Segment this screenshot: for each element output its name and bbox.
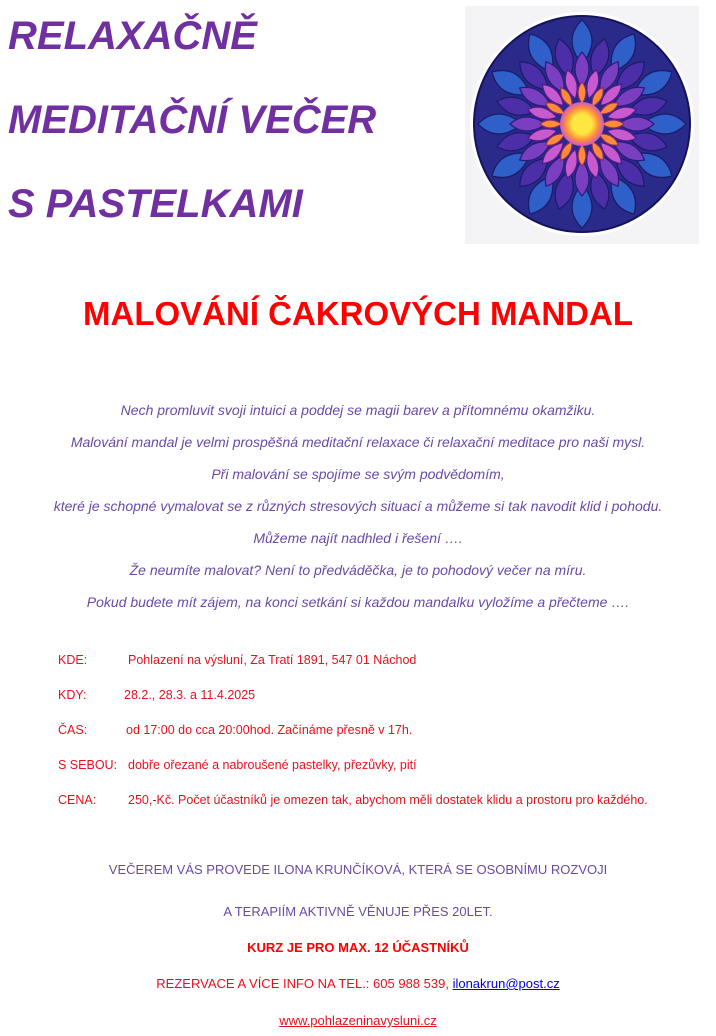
website-line xyxy=(0,1006,716,1036)
info-row-price xyxy=(58,786,714,821)
presenter-line-1: VEČEREM VÁS PROVEDE ILONA KRUNČÍKOVÁ, KTERÁ SE OSOBNÍMU ROZVOJI xyxy=(108,862,608,877)
info-row-bring xyxy=(58,751,714,786)
presenter-line-2: A TERAPIÍM AKTIVNĚ VĚNUJE PŘES 20LET. xyxy=(223,904,493,919)
intro-line: Nech promluvit svoji intuici a poddej se magii barev a přítomnému okamžiku. xyxy=(120,402,596,418)
info-value: od 17:00 do cca 20:00hod. Začínáme přesně v 17h. xyxy=(126,723,413,737)
intro-line: Že neumíte malovat? Není to předváděčka, je to pohodový večer na míru. xyxy=(129,562,587,578)
info-value: 28.2., 28.3. a 11.4.2025 xyxy=(124,688,256,702)
contact-line xyxy=(0,969,716,999)
intro-line: které je schopné vymalovat se z různých stresových situací a můžeme si tak navodit klid i pohodu. xyxy=(53,498,663,514)
info-key: S SEBOU: xyxy=(58,758,118,772)
event-info xyxy=(58,646,714,821)
info-value: dobře ořezané a nabroušené pastelky, přezůvky, pití xyxy=(128,758,417,772)
info-value: Pohlazení na výsluní, Za Tratí 1891, 547 01 Náchod xyxy=(128,653,417,667)
title-line-2: MEDITAČNÍ VEČER xyxy=(8,98,377,142)
info-key: ČAS: xyxy=(58,723,88,737)
intro-line: Malování mandal je velmi prospěšná meditační relaxace či relaxační meditace pro naši mysl. xyxy=(70,434,646,450)
subtitle: MALOVÁNÍ ČAKROVÝCH MANDAL xyxy=(83,295,633,332)
intro-text xyxy=(0,394,716,618)
intro-line: Při malování se spojíme se svým podvědomím, xyxy=(211,466,505,482)
info-row-dates xyxy=(58,681,714,716)
intro-line: Můžeme najít nadhled i řešení …. xyxy=(253,530,463,546)
info-key: CENA: xyxy=(58,793,97,807)
mandala-image xyxy=(465,6,699,244)
info-key: KDY: xyxy=(58,688,87,702)
website-link[interactable]: www.pohlazeninavysluni.cz xyxy=(279,1013,437,1028)
contact-prefix: REZERVACE A VÍCE INFO NA TEL.: 605 988 539, xyxy=(156,976,453,991)
capacity-notice: KURZ JE PRO MAX. 12 ÚČASTNÍKŮ xyxy=(247,940,469,955)
info-value: 250,-Kč. Počet účastníků je omezen tak, abychom měli dostatek klidu a prostoru pro každého. xyxy=(128,793,648,807)
info-row-location xyxy=(58,646,714,681)
title-line-1: RELAXAČNĚ xyxy=(8,14,257,58)
mandala-icon xyxy=(465,6,699,244)
info-key: KDE: xyxy=(58,653,88,667)
intro-line: Pokud budete mít zájem, na konci setkání si každou mandalku vyložíme a přečteme …. xyxy=(86,594,630,610)
title-line-3: S PASTELKAMI xyxy=(8,182,303,226)
email-link[interactable]: ilonakrun@post.cz xyxy=(452,976,560,991)
info-row-time xyxy=(58,716,714,751)
